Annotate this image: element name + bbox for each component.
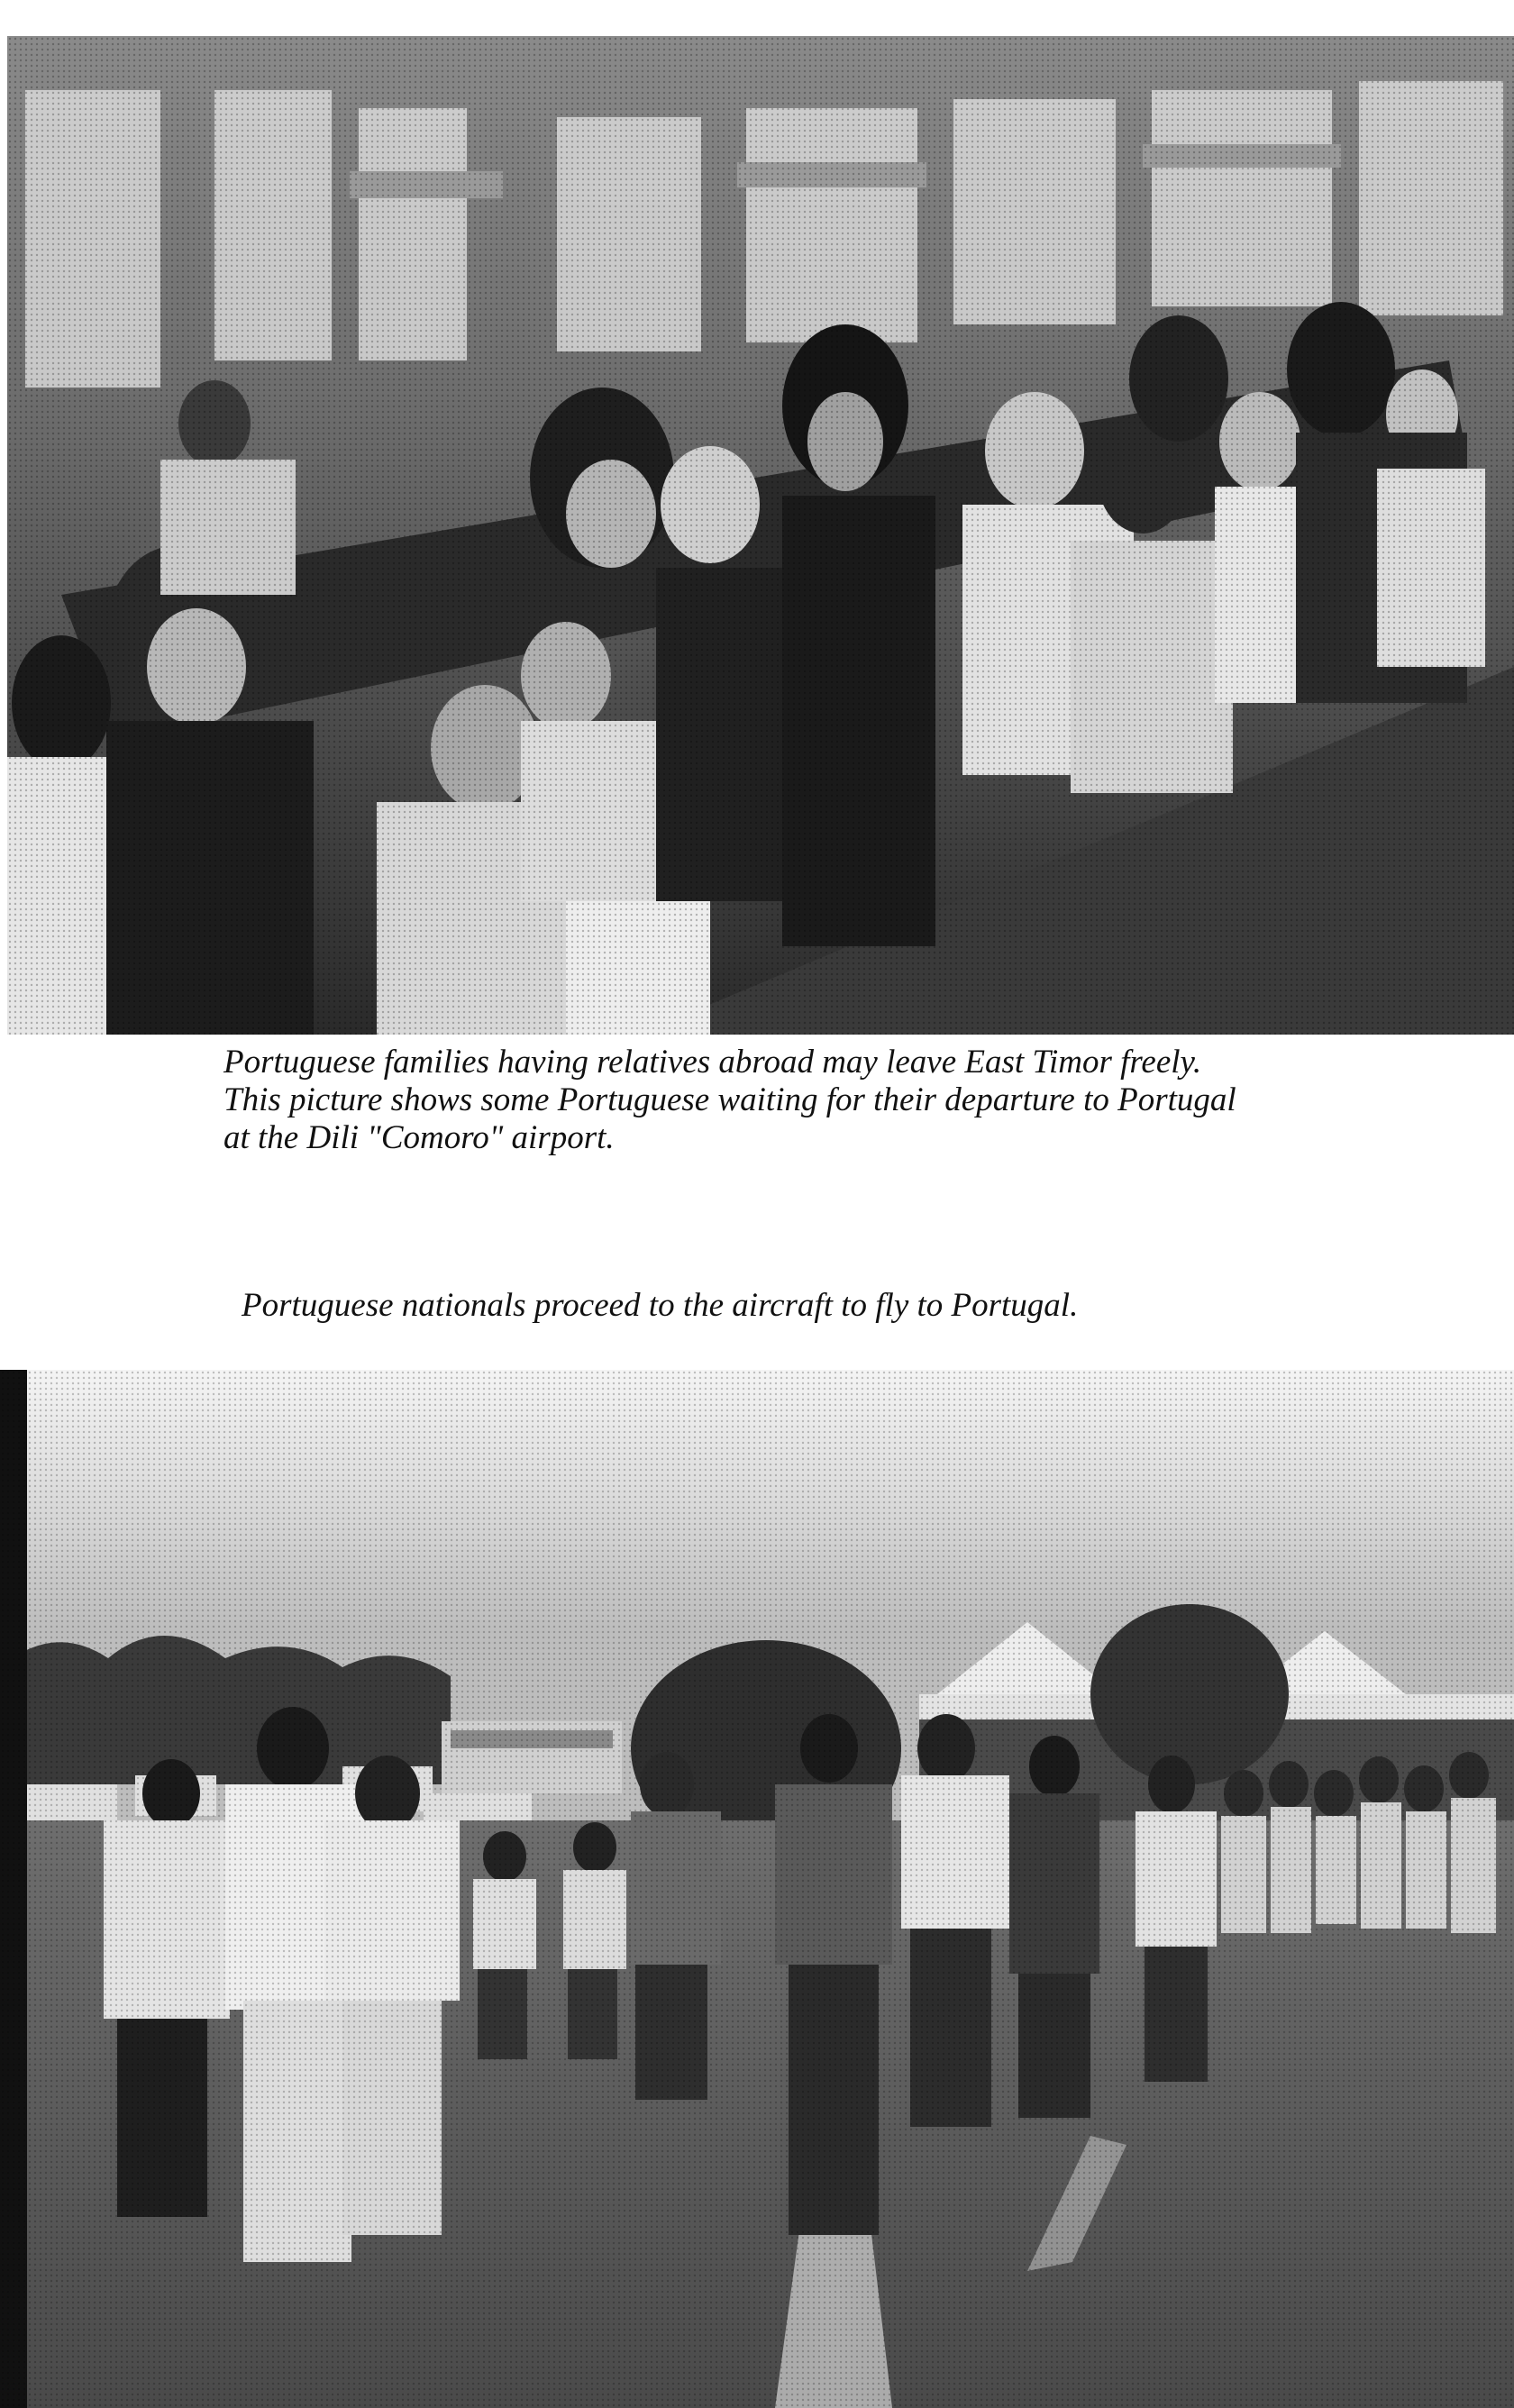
caption-top-line-2: This picture shows some Portuguese waiting for their departure to Portugal [223,1081,1236,1118]
caption-top-line-1: Portuguese families having relatives abroad may leave East Timor freely. [223,1044,1202,1081]
photo-waiting-families [7,36,1514,1035]
photo-nationals-walking-image [0,1370,1514,2408]
photo-waiting-families-image [7,36,1514,1035]
caption-top-line-3: at the Dili "Comoro" airport. [223,1119,615,1156]
caption-waiting-families [223,1044,1458,1157]
photo-nationals-walking [0,1370,1514,2408]
caption-nationals-to-aircraft: Portuguese nationals proceed to the aircraft to fly to Portugal. [242,1287,1079,1324]
